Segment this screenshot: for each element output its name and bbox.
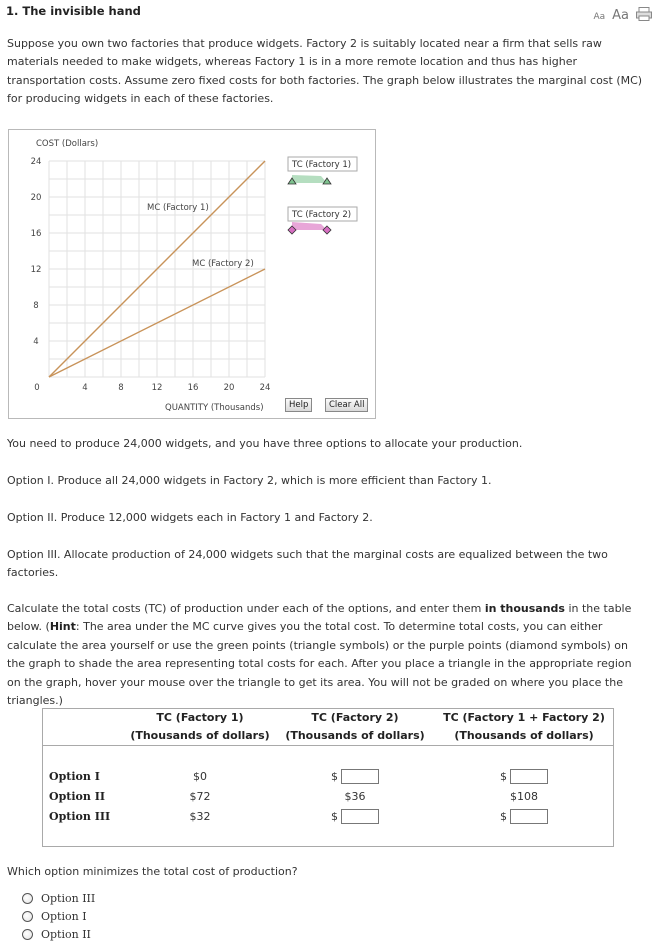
- printer-icon[interactable]: [636, 7, 652, 21]
- radio-option-i[interactable]: [22, 910, 87, 923]
- col-header-tc-factory2: TC (Factory 2): [311, 711, 399, 724]
- tc-factory1-triangle-tool[interactable]: [292, 175, 327, 183]
- radio-option-ii[interactable]: [22, 928, 91, 941]
- mc-factory1-label: MC (Factory 1): [147, 203, 209, 213]
- x-tick-label: 4: [82, 383, 88, 393]
- legend-tc-factory2-label: TC (Factory 2): [292, 210, 352, 220]
- font-increase-button[interactable]: Aa: [612, 8, 629, 23]
- y-tick-label: 12: [30, 265, 42, 275]
- tc-total-value: $108: [510, 789, 538, 803]
- row-label: Option I: [49, 769, 100, 783]
- tc-factory2-value: $36: [344, 789, 366, 803]
- col-header-units: (Thousands of dollars): [130, 729, 270, 742]
- option1-paragraph: Option I. Produce all 24,000 widgets in Factory 2, which is more efficient than Factory 1.: [7, 474, 492, 487]
- x-tick-label: 0: [34, 383, 40, 393]
- col-header-units: (Thousands of dollars): [285, 729, 425, 742]
- radio-circle[interactable]: [22, 893, 33, 904]
- intro-paragraph: Suppose you own two factories that produce widgets. Factory 2 is suitably located near a firm that sells raw materials needed to make widgets, whereas Factory 1 is in a more remote location and thus has higher transportation costs. Assume zero fixed costs for both factories. The graph below illustrates the marginal cost (MC) for producing widgets in each of these factories.: [7, 37, 643, 106]
- radio-circle[interactable]: [22, 911, 33, 922]
- tc-factory1-value: $0: [193, 769, 207, 783]
- clear-all-button[interactable]: Clear All: [325, 398, 368, 412]
- table-row: [43, 786, 614, 806]
- x-tick-label: 16: [187, 383, 199, 393]
- table-header-row-1: [43, 709, 614, 728]
- col-header-tc-factory1: TC (Factory 1): [156, 711, 244, 724]
- font-size-controls: [593, 5, 652, 23]
- legend-tc-factory2[interactable]: [288, 207, 357, 234]
- y-tick-label: 8: [33, 301, 39, 311]
- y-tick-label: 20: [30, 193, 42, 203]
- y-tick-label: 16: [30, 229, 42, 239]
- y-tick-label: 24: [30, 157, 42, 167]
- row-label: Option II: [49, 789, 105, 803]
- x-tick-label: 12: [151, 383, 163, 393]
- y-axis-title: COST (Dollars): [36, 139, 99, 149]
- hint-label: Hint: [49, 620, 76, 634]
- tc-factory1-value: $72: [189, 789, 211, 803]
- y-tick-label: 4: [33, 337, 39, 347]
- row-label: Option III: [49, 809, 111, 823]
- total-cost-table: [42, 708, 614, 847]
- tc-factory1-value: $32: [189, 809, 211, 823]
- x-tick-label: 24: [259, 383, 271, 393]
- radio-label: Option III: [41, 892, 96, 905]
- radio-label: Option I: [41, 910, 87, 923]
- tc-factory2-triangle-tool[interactable]: [292, 222, 327, 230]
- table-row: Option III $32 $ $: [43, 806, 614, 826]
- help-button[interactable]: Help: [285, 398, 312, 412]
- x-tick-label: 8: [118, 383, 124, 393]
- font-decrease-button[interactable]: Aa: [593, 12, 606, 22]
- option2-paragraph: Option II. Produce 12,000 widgets each in Factory 1 and Factory 2.: [7, 511, 373, 524]
- table-row: Option I $0 $ $: [43, 766, 614, 786]
- need-paragraph: You need to produce 24,000 widgets, and you have three options to allocate your production.: [7, 437, 523, 450]
- graph-panel: [8, 129, 376, 419]
- col-header-tc-total: TC (Factory 1 + Factory 2): [443, 711, 605, 724]
- instructions-paragraph: Calculate the total costs (TC) of production under each of the options, and enter them in thousands in the table below. (Hint: The area under the MC curve gives you the total cost. To determine total costs, you can either calculate the area yourself or use the green points (triangle symbols) or the purple points (diamond symbols) on the graph to shade the area representing total costs for each. After you place a triangle in the appropriate region on the graph, hover your mouse over the triangle to get its area. You will not be graded on where you place the triangles.): [7, 602, 632, 708]
- table-header-row-2: [43, 727, 614, 746]
- question-title: 1. The invisible hand: [6, 4, 141, 18]
- x-axis-title: QUANTITY (Thousands): [165, 403, 264, 413]
- tc-total-input[interactable]: [510, 769, 548, 784]
- tc-total-input[interactable]: [510, 809, 548, 824]
- legend-tc-factory1[interactable]: [288, 157, 357, 184]
- col-header-units: (Thousands of dollars): [454, 729, 594, 742]
- mc-factory2-label: MC (Factory 2): [192, 259, 254, 269]
- radio-label: Option II: [41, 928, 91, 941]
- tc-factory2-input[interactable]: [341, 809, 379, 824]
- x-tick-label: 20: [223, 383, 235, 393]
- purple-diamond-point[interactable]: [323, 226, 331, 234]
- radio-option-iii[interactable]: [22, 892, 95, 905]
- question-2-text: Which option minimizes the total cost of production?: [7, 865, 298, 878]
- in-thousands-emphasis: in thousands: [484, 602, 565, 615]
- mc-chart: [9, 130, 375, 418]
- legend-tc-factory1-label: TC (Factory 1): [292, 160, 352, 170]
- option3-paragraph: Option III. Allocate production of 24,000 widgets such that the marginal costs are equalized between the two factories.: [7, 548, 608, 580]
- radio-circle[interactable]: [22, 929, 33, 940]
- tc-factory2-input[interactable]: [341, 769, 379, 784]
